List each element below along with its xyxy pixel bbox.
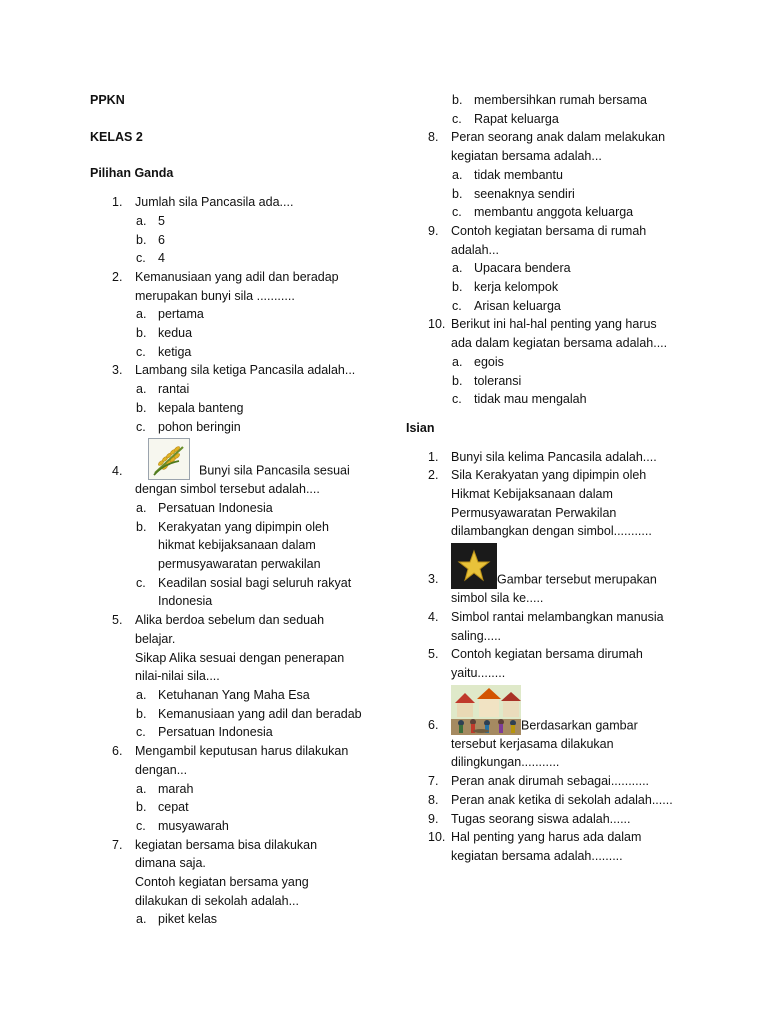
essay-question-7 — [406, 772, 706, 791]
question-text: Bunyi sila Pancasila sesuai — [199, 463, 350, 478]
option-text: permusyawaratan perwakilan — [158, 557, 321, 572]
option — [406, 203, 706, 222]
question-text: Bunyi sila kelima Pancasila adalah.... — [451, 449, 657, 464]
essay-question-4 — [406, 608, 706, 645]
question-number: 3. — [112, 363, 123, 378]
option — [90, 499, 390, 518]
essay-question-8 — [406, 791, 706, 810]
mc-question-9 — [406, 222, 706, 316]
mc-question-5 — [90, 611, 390, 742]
question-number: 3. — [428, 572, 439, 587]
option-text: Upacara bendera — [474, 261, 571, 276]
essay-question-9 — [406, 810, 706, 829]
option-letter: c. — [136, 419, 146, 434]
essay-question-1 — [406, 448, 706, 467]
option-letter: c. — [136, 818, 146, 833]
option-text: egois — [474, 354, 504, 369]
option-letter: a. — [136, 687, 147, 702]
option — [90, 686, 390, 705]
question-text: tersebut kerjasama dilakukan — [451, 736, 614, 751]
question-text: belajar. — [135, 631, 176, 646]
question-text: dimana saja. — [135, 856, 206, 871]
option-text: Persatuan Indonesia — [158, 500, 273, 515]
question-text: Sikap Alika sesuai dengan penerapan — [135, 650, 345, 665]
option-text: 4 — [158, 251, 165, 266]
spacer — [406, 438, 706, 448]
essay-question-6 — [406, 685, 706, 772]
option — [90, 249, 390, 268]
question-number: 2. — [112, 269, 123, 284]
option-text: kedua — [158, 326, 193, 341]
option — [90, 231, 390, 250]
option — [90, 910, 390, 929]
right-column — [406, 91, 706, 866]
option-text: membersihkan rumah bersama — [474, 93, 647, 107]
option — [90, 324, 390, 343]
question-text: ada dalam kegiatan bersama adalah.... — [451, 336, 668, 351]
mc-question-1 — [90, 193, 390, 268]
option-text: Kerakyatan yang dipimpin oleh — [158, 519, 329, 534]
option-text: membantu anggota keluarga — [474, 205, 634, 220]
option-text: seenaknya sendiri — [474, 186, 575, 201]
option — [406, 259, 706, 278]
option-text: marah — [158, 781, 194, 796]
option-letter: b. — [136, 800, 147, 815]
question-text: Contoh kegiatan bersama yang — [135, 875, 309, 890]
question-number: 8. — [428, 130, 439, 145]
option-continued — [90, 536, 390, 555]
spacer — [90, 146, 390, 164]
option — [90, 723, 390, 742]
option-letter: a. — [136, 912, 147, 927]
question-number: 9. — [428, 811, 439, 826]
option-text: pohon beringin — [158, 419, 241, 434]
option-letter: c. — [136, 725, 146, 740]
option-letter: b. — [452, 93, 463, 107]
question-number: 10. — [428, 317, 446, 332]
question-text: nilai-nilai sila.... — [135, 669, 220, 684]
option — [406, 390, 706, 409]
option-text: musyawarah — [158, 818, 229, 833]
option-text: Ketuhanan Yang Maha Esa — [158, 687, 310, 702]
rice-wheat-icon — [148, 438, 190, 480]
subject-title: PPKN — [90, 93, 125, 107]
option-letter: c. — [136, 575, 146, 590]
question-text: Permusyawaratan Perwakilan — [451, 505, 617, 520]
spacer — [406, 409, 706, 419]
option — [406, 166, 706, 185]
grade-title: KELAS 2 — [90, 129, 143, 144]
option-letter: c. — [452, 392, 462, 407]
option-text: ketiga — [158, 344, 192, 359]
question-text: dengan simbol tersebut adalah.... — [135, 482, 320, 497]
mc-question-10 — [406, 315, 706, 409]
option — [90, 780, 390, 799]
question-text: dilakukan di sekolah adalah... — [135, 893, 300, 908]
question-text: Peran anak dirumah sebagai........... — [451, 774, 650, 789]
question-number: 9. — [428, 223, 439, 238]
option-letter: c. — [136, 344, 146, 359]
option-text: toleransi — [474, 373, 522, 388]
question-text: kegiatan bersama adalah......... — [451, 848, 623, 863]
option-letter: a. — [136, 382, 147, 397]
option-letter: b. — [136, 326, 147, 341]
option-letter: c. — [452, 205, 462, 220]
option — [90, 305, 390, 324]
village-cooperation-image — [451, 685, 521, 735]
option-text: kerja kelompok — [474, 280, 559, 295]
option-letter: c. — [452, 298, 462, 313]
question-text: dilingkungan........... — [451, 755, 560, 770]
option-letter: b. — [452, 186, 463, 201]
option-letter: c. — [136, 251, 146, 266]
question-text: Contoh kegiatan bersama di rumah — [451, 223, 647, 238]
question-text: yaitu........ — [451, 665, 506, 680]
question-number: 5. — [112, 613, 123, 628]
option — [406, 185, 706, 204]
question-number: 7. — [428, 774, 439, 789]
mc-question-6 — [90, 742, 390, 836]
option — [90, 380, 390, 399]
option-text: 5 — [158, 213, 165, 228]
option-text: rantai — [158, 382, 190, 397]
option-text: Persatuan Indonesia — [158, 725, 273, 740]
option-text: Indonesia — [158, 594, 213, 609]
option-text: Arisan keluarga — [474, 298, 561, 313]
option-text: 6 — [158, 232, 165, 247]
question-text: kegiatan bersama adalah... — [451, 149, 602, 164]
question-number: 8. — [428, 792, 439, 807]
question-text: Berdasarkan gambar — [521, 717, 638, 732]
question-text: simbol sila ke..... — [451, 591, 544, 606]
option-text: pertama — [158, 307, 204, 322]
option — [90, 817, 390, 836]
option — [90, 798, 390, 817]
question-text: Hikmat Kebijaksanaan dalam — [451, 487, 613, 502]
option — [406, 297, 706, 316]
option-letter: b. — [136, 519, 147, 534]
question-text: dengan... — [135, 762, 188, 777]
question-number: 4. — [112, 463, 123, 478]
option — [90, 399, 390, 418]
essay-question-10 — [406, 828, 706, 865]
question-text: Peran seorang anak dalam melakukan — [451, 130, 666, 145]
essay-question-3 — [406, 543, 706, 608]
option-letter: c. — [452, 111, 462, 126]
option-text: tidak mau mengalah — [474, 392, 587, 407]
mc-question-3 — [90, 361, 390, 436]
question-text: Berikut ini hal-hal penting yang harus — [451, 317, 657, 332]
question-text: Mengambil keputusan harus dilakukan — [135, 744, 349, 759]
question-text: Gambar tersebut merupakan — [497, 572, 657, 587]
option-text: cepat — [158, 800, 189, 815]
question-number: 10. — [428, 830, 446, 845]
mc-question-8 — [406, 128, 706, 222]
question-text: adalah... — [451, 242, 499, 257]
question-number: 5. — [428, 647, 439, 662]
question-text: Tugas seorang siswa adalah...... — [451, 811, 631, 826]
essay-question-5 — [406, 645, 706, 682]
question-number: 1. — [428, 449, 439, 464]
question-text: Lambang sila ketiga Pancasila adalah... — [135, 363, 356, 378]
option — [406, 372, 706, 391]
spacer — [90, 183, 390, 193]
mc-question-7-continued — [406, 91, 706, 128]
option-letter: b. — [136, 232, 147, 247]
option-letter: b. — [452, 373, 463, 388]
question-text: Alika berdoa sebelum dan seduah — [135, 613, 325, 628]
mc-question-4 — [90, 438, 390, 611]
option — [90, 574, 390, 593]
section-essay-title: Isian — [406, 420, 435, 435]
option-continued — [90, 592, 390, 611]
option — [406, 278, 706, 297]
option-letter: a. — [136, 500, 147, 515]
option-text: piket kelas — [158, 912, 218, 927]
section-multiple-choice-title: Pilihan Ganda — [90, 166, 174, 181]
question-text: Simbol rantai melambangkan manusia — [451, 609, 664, 624]
option-letter: b. — [136, 400, 147, 415]
option — [90, 418, 390, 437]
option-text: hikmat kebijaksanaan dalam — [158, 538, 316, 553]
question-text: Contoh kegiatan bersama dirumah — [451, 647, 643, 662]
option — [90, 705, 390, 724]
question-number: 4. — [428, 609, 439, 624]
option-letter: a. — [136, 307, 147, 322]
question-text: Kemanusiaan yang adil dan beradap — [135, 269, 339, 284]
option-text: kepala banteng — [158, 400, 244, 415]
option-letter: a. — [452, 261, 463, 276]
option-letter: a. — [452, 354, 463, 369]
question-text: Sila Kerakyatan yang dipimpin oleh — [451, 468, 647, 483]
spacer — [90, 110, 390, 128]
option-letter: a. — [136, 213, 147, 228]
option-text: tidak membantu — [474, 167, 563, 182]
question-number: 1. — [112, 195, 123, 210]
question-text: Jumlah sila Pancasila ada.... — [135, 195, 294, 210]
question-text: kegiatan bersama bisa dilakukan — [135, 837, 318, 852]
option-text: Rapat keluarga — [474, 111, 559, 126]
mc-question-2 — [90, 268, 390, 362]
star-icon — [451, 543, 497, 589]
question-number: 6. — [112, 744, 123, 759]
option-continued — [90, 555, 390, 574]
question-number: 6. — [428, 717, 439, 732]
question-number: 2. — [428, 468, 439, 483]
option — [406, 110, 706, 129]
option-text: Keadilan sosial bagi seluruh rakyat — [158, 575, 352, 590]
question-text: dilambangkan dengan simbol........... — [451, 524, 652, 539]
left-column — [90, 91, 390, 929]
option — [406, 91, 706, 110]
question-number: 7. — [112, 837, 123, 852]
option — [90, 518, 390, 537]
essay-question-2 — [406, 466, 706, 541]
question-text: Peran anak ketika di sekolah adalah...... — [451, 792, 673, 807]
option — [406, 353, 706, 372]
question-text: saling..... — [451, 628, 502, 643]
option-letter: b. — [452, 280, 463, 295]
option-letter: a. — [136, 781, 147, 796]
option-letter: b. — [136, 706, 147, 721]
option-text: Kemanusiaan yang adil dan beradab — [158, 706, 362, 721]
option — [90, 343, 390, 362]
question-text: merupakan bunyi sila ........... — [135, 288, 295, 303]
option — [90, 212, 390, 231]
question-text: Hal penting yang harus ada dalam — [451, 830, 642, 845]
option-letter: a. — [452, 167, 463, 182]
mc-question-7 — [90, 836, 390, 930]
